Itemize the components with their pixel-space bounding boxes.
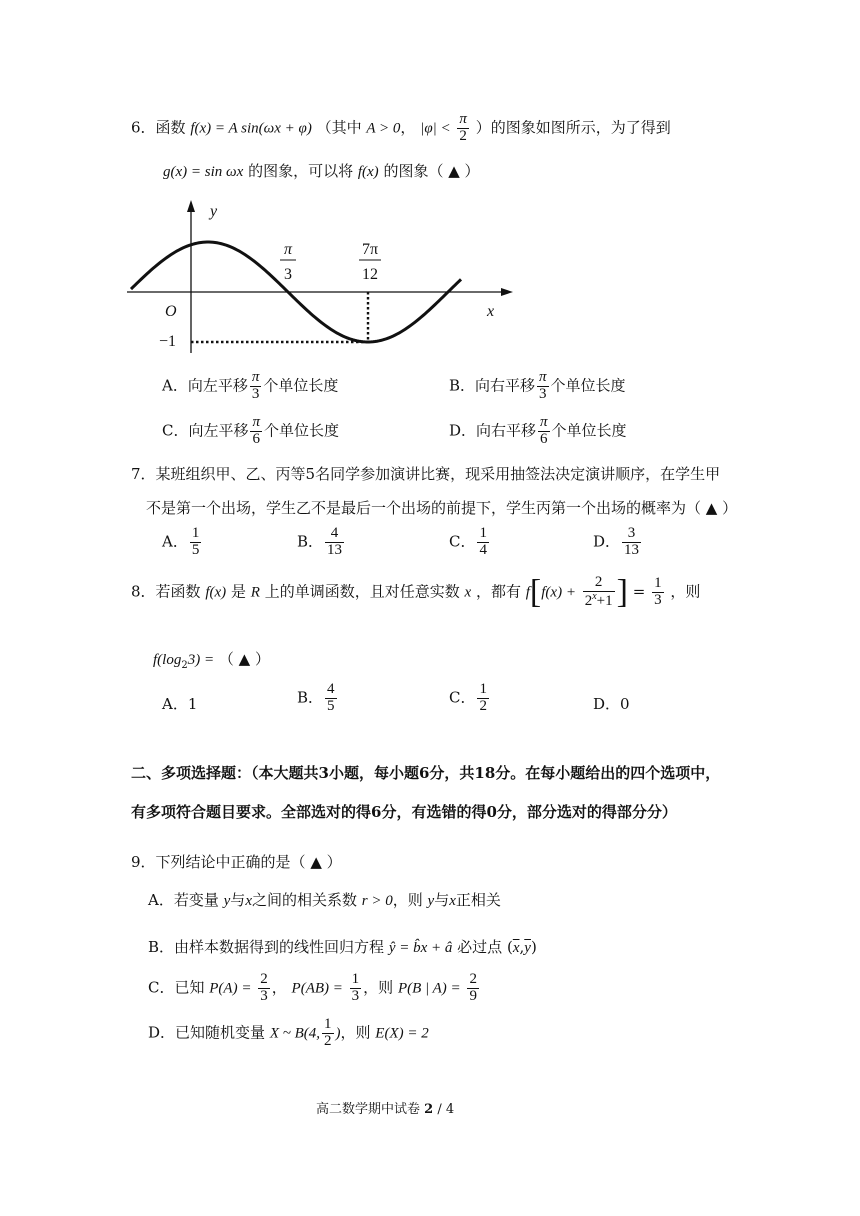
- x-axis-label: x: [487, 303, 495, 320]
- q7-line1: 7．某班组织甲、乙、丙等5名同学参加演讲比赛，现采用抽签法决定演讲顺序，在学生甲: [131, 465, 721, 483]
- q8-option-d[interactable]: D．0: [593, 695, 630, 713]
- q6-cond-fraction: $\frac{\pi}{2}$: [459, 111, 467, 144]
- q9-option-a[interactable]: A．若变量 y与x之间的相关系数 r > 0，则 y与x正相关: [148, 891, 501, 909]
- q7-line2: 不是第一个出场，学生乙不是最后一个出场的前提下，学生丙第一个出场的概率为（ ▲ ）: [146, 499, 738, 517]
- q8-option-c[interactable]: C． $\frac{1}{2}$: [449, 681, 487, 714]
- neg-one-label: −1: [159, 333, 177, 350]
- q8-line1: 8．若函数 f(x) 是 R 上的单调函数，且对任意实数 x ，都有 f[f(x) + $\frac{2}{2^x+1}$ ] = $\frac{1}{3}$ ，则: [131, 573, 701, 611]
- tick-7pi-12-num: 7π: [361, 241, 379, 258]
- q6-line2: g(x) = sin ωx 的图象，可以将 f(x) 的图象（ ▲ ）: [163, 162, 480, 180]
- q8-line2: $f(\log_23)$ = （ ▲ ）: [153, 650, 270, 671]
- page-footer: 高二数学期中试卷 2 / 4: [316, 1102, 455, 1117]
- q7-option-c[interactable]: C． $\frac{1}{4}$: [449, 525, 487, 558]
- q9-option-b[interactable]: B．由样本数据得到的线性回归方程 ŷ = b̂x + â 必过点 $(\overline{x},\overline{y})$: [148, 938, 537, 956]
- q7-option-b[interactable]: B． $\frac{4}{13}$: [297, 525, 343, 558]
- q7-option-a[interactable]: A． $\frac{1}{5}$: [162, 525, 200, 558]
- q6-option-d[interactable]: D．向右平移 $\frac{\pi}{6}$ 个单位长度: [449, 414, 627, 447]
- q6-option-b[interactable]: B．向右平移 $\frac{\pi}{3}$ 个单位长度: [449, 369, 626, 402]
- origin-label: O: [165, 303, 177, 320]
- section2-line1: 二、多项选择题：（本大题共3小题，每小题6分，共18分。在每小题给出的四个选项中，: [131, 764, 721, 782]
- q9-stem: 9．下列结论中正确的是（ ▲ ）: [131, 853, 342, 871]
- q6-line1: 6．函数 f(x) = A sin(ωx + φ) （其中 A > 0， |φ| < $\frac{\pi}{2}$ ）的图象如图所示，为了得到: [131, 111, 671, 144]
- q6-option-a[interactable]: A．向左平移 $\frac{\pi}{3}$ 个单位长度: [162, 369, 339, 402]
- q6-option-c[interactable]: C．向左平移 $\frac{\pi}{6}$ 个单位长度: [162, 414, 340, 447]
- q9-option-c[interactable]: C．已知 P(A) = $\frac{2}{3}$ ， P(AB) = $\frac{1}{3}$ ，则 P(B | A) = $\frac{2}{9}$: [148, 971, 477, 1004]
- x-axis-arrow: [501, 288, 513, 296]
- sine-graph: [125, 198, 525, 358]
- tick-pi-3-den: 3: [284, 266, 292, 283]
- y-axis-arrow: [187, 200, 195, 212]
- q9-option-d[interactable]: D．已知随机变量 X ~ B(4, $\frac{1}{2}$ )，则 E(X) = 2: [148, 1016, 429, 1049]
- q7-option-d[interactable]: D． $\frac{3}{13}$: [593, 525, 640, 558]
- tick-7pi-12-den: 12: [362, 266, 378, 283]
- q8-option-a[interactable]: A．1: [162, 695, 198, 713]
- q8-option-b[interactable]: B． $\frac{4}{5}$: [297, 681, 335, 714]
- tick-pi-3-num: π: [283, 241, 293, 258]
- y-axis-label: y: [210, 203, 218, 220]
- section2-line2: 有多项符合题目要求。全部选对的得6分，有选错的得0分，部分选对的得部分分）: [131, 803, 677, 821]
